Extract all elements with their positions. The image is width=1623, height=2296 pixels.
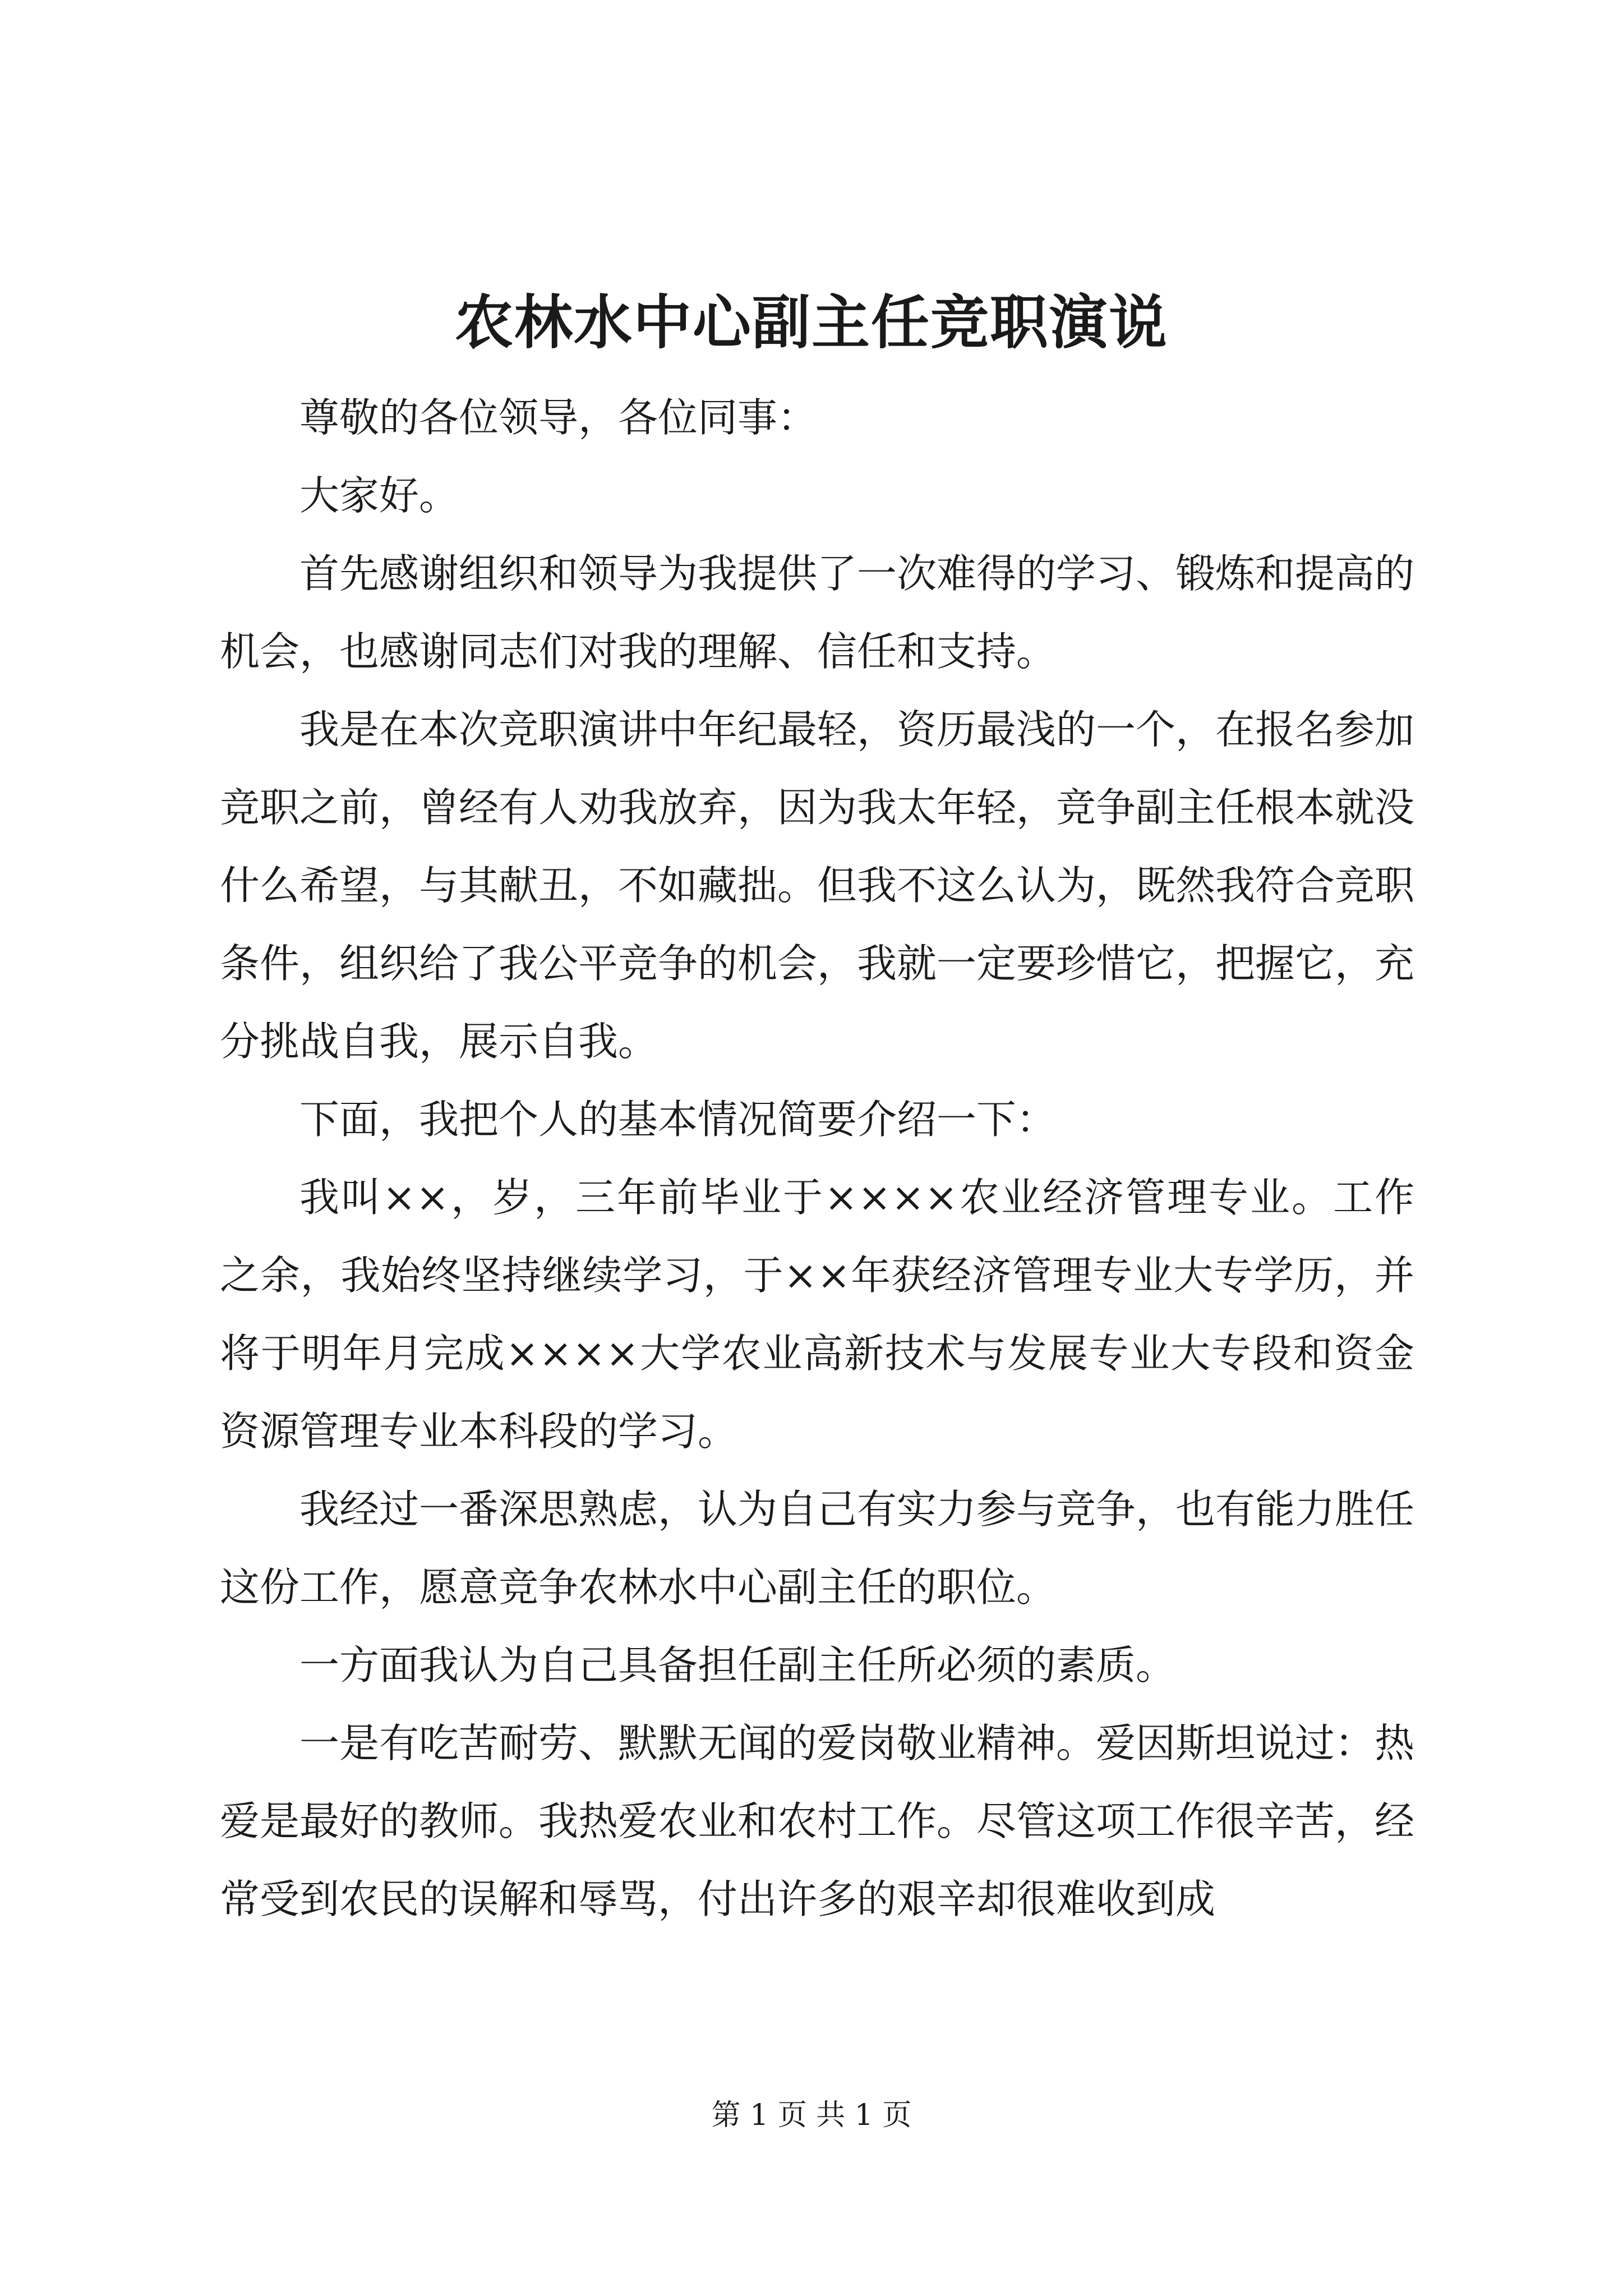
paragraph-salutation: 尊敬的各位领导，各位同事： [299, 394, 818, 441]
paragraph-thanks: 首先感谢组织和领导为我提供了一次难得的学习、锻炼和提高的机会，也感谢同志们对我的理解、信任和支持。 [220, 550, 1415, 675]
paragraph-decision: 我经过一番深思熟虑，认为自己有实力参与竞争，也有能力胜任这份工作，愿意竞争农林水中心副主任的职位。 [220, 1486, 1415, 1611]
paragraph-qualities: 一方面我认为自己具备担任副主任所必须的素质。 [299, 1642, 1176, 1688]
paragraph-background: 我叫××，岁，三年前毕业于××××农业经济管理专业。工作之余，我始终坚持继续学习，于××年获经济管理专业大专学历，并将于明年月完成××××大学农业高新技术与发展专业大专段和资金资源管理专业本科段的学习。 [220, 1174, 1414, 1455]
paragraph-intro: 下面，我把个人的基本情况简要介绍一下： [299, 1096, 1057, 1143]
paragraph-motivation: 我是在本次竞职演讲中年纪最轻，资历最浅的一个，在报名参加竞职之前，曾经有人劝我放弃，因为我太年轻，竞争副主任根本就没什么希望，与其献丑，不如藏拙。但我不这么认为，既然我符合竞职条件，组织给了我公平竞争的机会，我就一定要珍惜它，把握它，充分挑战自我，展示自我。 [220, 706, 1415, 1065]
page-footer: 第 1 页 共 1 页 [711, 2099, 912, 2132]
document-body [220, 379, 1414, 1938]
paragraph-greeting: 大家好。 [299, 472, 459, 519]
paragraph-dedication: 一是有吃苦耐劳、默默无闻的爱岗敬业精神。爱因斯坦说过：热爱是最好的教师。我热爱农业和农村工作。尽管这项工作很辛苦，经常受到农民的误解和辱骂，付出许多的艰辛却很难收到成 [220, 1720, 1415, 1922]
document-title: 农林水中心副主任竞职演说 [454, 288, 1168, 357]
